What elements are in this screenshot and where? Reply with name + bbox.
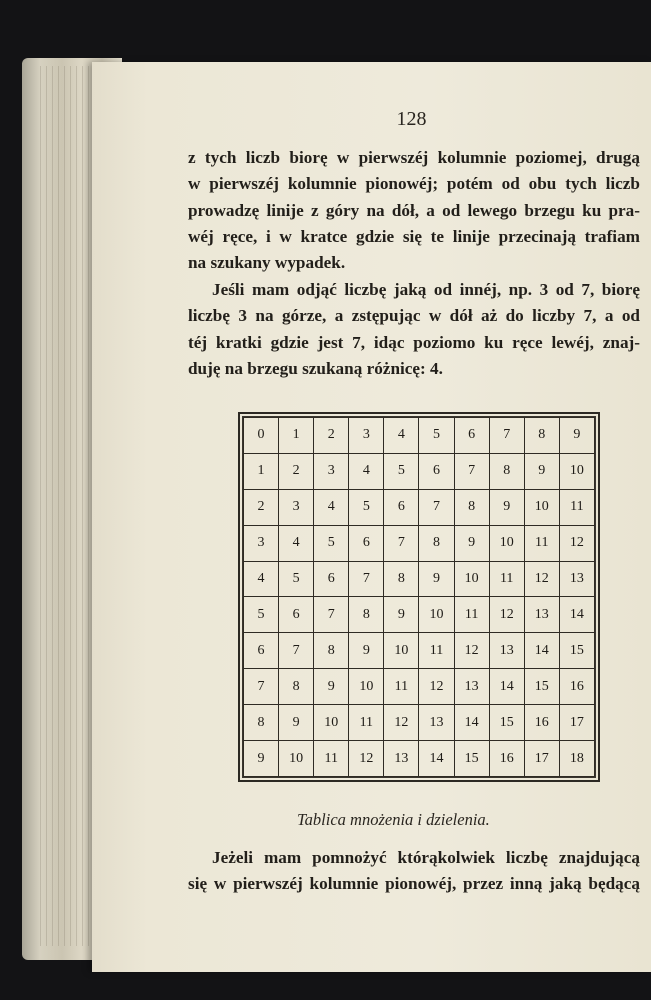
text-line: Jeżeli mam pomnożyć którąkolwiek liczbę znajdującą <box>212 848 640 867</box>
paragraph-3 <box>188 845 640 898</box>
table-cell: 1 <box>279 418 314 454</box>
table-cell: 5 <box>419 418 454 454</box>
table-row <box>244 561 595 597</box>
table-caption: Tablica mnożenia i dzielenia. <box>297 810 490 829</box>
table-cell: 13 <box>559 561 594 597</box>
table-cell: 14 <box>489 669 524 705</box>
table-cell: 14 <box>524 633 559 669</box>
table-cell: 13 <box>489 633 524 669</box>
table-cell: 12 <box>419 669 454 705</box>
table-cell: 4 <box>279 525 314 561</box>
text-line: w pierwszéj kolumnie pionowéj; potém od obu tych liczb <box>188 174 640 194</box>
table-cell: 7 <box>384 525 419 561</box>
table-cell: 8 <box>524 418 559 454</box>
table-cell: 6 <box>419 453 454 489</box>
table-cell: 7 <box>279 633 314 669</box>
table-cell: 16 <box>524 705 559 741</box>
table-cell: 10 <box>524 489 559 525</box>
table-cell: 12 <box>384 705 419 741</box>
table-row <box>244 453 595 489</box>
table-cell: 4 <box>384 418 419 454</box>
table-cell: 2 <box>279 453 314 489</box>
table-row <box>244 633 595 669</box>
text-line: téj kratki gdzie jest 7, idąc poziomo ku ręce lewéj, znaj- <box>188 332 640 352</box>
table-cell: 7 <box>489 418 524 454</box>
table-cell: 0 <box>244 418 279 454</box>
table-cell: 5 <box>384 453 419 489</box>
table-cell: 9 <box>384 597 419 633</box>
table-cell: 8 <box>419 525 454 561</box>
table-cell: 8 <box>314 633 349 669</box>
text-line: wéj ręce, i w kratce gdzie się te linije przecinają trafiam <box>188 226 640 246</box>
table-cell: 15 <box>489 705 524 741</box>
multiplication-table <box>243 417 595 777</box>
table-cell: 7 <box>244 669 279 705</box>
table-row <box>244 525 595 561</box>
table-cell: 10 <box>314 705 349 741</box>
table-cell: 8 <box>384 561 419 597</box>
table-cell: 10 <box>419 597 454 633</box>
table-cell: 13 <box>524 597 559 633</box>
table-cell: 11 <box>349 705 384 741</box>
table-cell: 3 <box>279 489 314 525</box>
table-cell: 10 <box>279 741 314 777</box>
table-cell: 3 <box>244 525 279 561</box>
table-cell: 9 <box>279 705 314 741</box>
text-line: duję na brzegu szukaną różnicę: 4. <box>188 358 443 378</box>
table-cell: 10 <box>454 561 489 597</box>
table-cell: 11 <box>524 525 559 561</box>
table-cell: 5 <box>349 489 384 525</box>
table-cell: 12 <box>454 633 489 669</box>
table-row <box>244 669 595 705</box>
table-cell: 13 <box>384 741 419 777</box>
table-cell: 9 <box>489 489 524 525</box>
table-cell: 15 <box>559 633 594 669</box>
table-cell: 5 <box>244 597 279 633</box>
table-cell: 13 <box>454 669 489 705</box>
table-cell: 5 <box>279 561 314 597</box>
table-cell: 12 <box>559 525 594 561</box>
text-line: liczbę 3 na górze, a zstępując w dół aż do liczby 7, a od <box>188 306 640 326</box>
table-cell: 7 <box>314 597 349 633</box>
table-cell: 8 <box>454 489 489 525</box>
table-cell: 6 <box>454 418 489 454</box>
table-cell: 11 <box>559 489 594 525</box>
table-cell: 3 <box>349 418 384 454</box>
table-cell: 11 <box>454 597 489 633</box>
table-cell: 14 <box>419 741 454 777</box>
table-cell: 9 <box>559 418 594 454</box>
text-line: Jeśli mam odjąć liczbę jaką od innéj, np. 3 od 7, biorę <box>212 280 640 299</box>
text-line: prowadzę linije z góry na dół, a od lewego brzegu ku pra- <box>188 200 640 220</box>
table-cell: 14 <box>559 597 594 633</box>
table-cell: 9 <box>349 633 384 669</box>
table-cell: 6 <box>244 633 279 669</box>
book-page <box>92 62 651 972</box>
table-row <box>244 741 595 777</box>
table-cell: 17 <box>559 705 594 741</box>
table-cell: 8 <box>279 669 314 705</box>
table-cell: 16 <box>559 669 594 705</box>
table-cell: 7 <box>454 453 489 489</box>
paragraph-1 <box>188 145 640 276</box>
table-cell: 12 <box>524 561 559 597</box>
table-cell: 7 <box>349 561 384 597</box>
table-cell: 12 <box>349 741 384 777</box>
text-line: na szukany wypadek. <box>188 253 346 273</box>
table-row <box>244 705 595 741</box>
table-cell: 10 <box>559 453 594 489</box>
table-cell: 3 <box>314 453 349 489</box>
table-cell: 10 <box>349 669 384 705</box>
table-cell: 12 <box>489 597 524 633</box>
text-line: się w pierwszéj kolumnie pionowéj, przez inną jaką będącą <box>188 874 640 894</box>
table-cell: 10 <box>384 633 419 669</box>
table-cell: 9 <box>314 669 349 705</box>
table-cell: 11 <box>314 741 349 777</box>
table-row <box>244 597 595 633</box>
table-cell: 9 <box>244 741 279 777</box>
table-cell: 8 <box>349 597 384 633</box>
table-cell: 9 <box>454 525 489 561</box>
table-cell: 6 <box>349 525 384 561</box>
table-cell: 15 <box>524 669 559 705</box>
table-cell: 17 <box>524 741 559 777</box>
table-cell: 1 <box>244 453 279 489</box>
table-cell: 5 <box>314 525 349 561</box>
table-cell: 11 <box>384 669 419 705</box>
text-line: z tych liczb biorę w pierwszéj kolumnie poziomej, drugą <box>188 148 640 167</box>
table-cell: 11 <box>489 561 524 597</box>
table-cell: 8 <box>489 453 524 489</box>
table-cell: 18 <box>559 741 594 777</box>
table-cell: 4 <box>349 453 384 489</box>
multiplication-table-inner-frame <box>242 416 596 778</box>
table-cell: 7 <box>419 489 454 525</box>
table-cell: 10 <box>489 525 524 561</box>
table-cell: 2 <box>314 418 349 454</box>
table-row <box>244 418 595 454</box>
page-number: 128 <box>396 108 427 130</box>
multiplication-table-frame <box>238 412 600 782</box>
table-cell: 4 <box>244 561 279 597</box>
table-cell: 13 <box>419 705 454 741</box>
table-cell: 6 <box>279 597 314 633</box>
table-cell: 6 <box>314 561 349 597</box>
table-cell: 2 <box>244 489 279 525</box>
table-cell: 11 <box>419 633 454 669</box>
table-cell: 16 <box>489 741 524 777</box>
table-cell: 8 <box>244 705 279 741</box>
table-cell: 4 <box>314 489 349 525</box>
paragraph-2 <box>188 277 640 382</box>
table-cell: 9 <box>524 453 559 489</box>
table-cell: 9 <box>419 561 454 597</box>
table-row <box>244 489 595 525</box>
table-cell: 15 <box>454 741 489 777</box>
table-cell: 6 <box>384 489 419 525</box>
table-cell: 14 <box>454 705 489 741</box>
